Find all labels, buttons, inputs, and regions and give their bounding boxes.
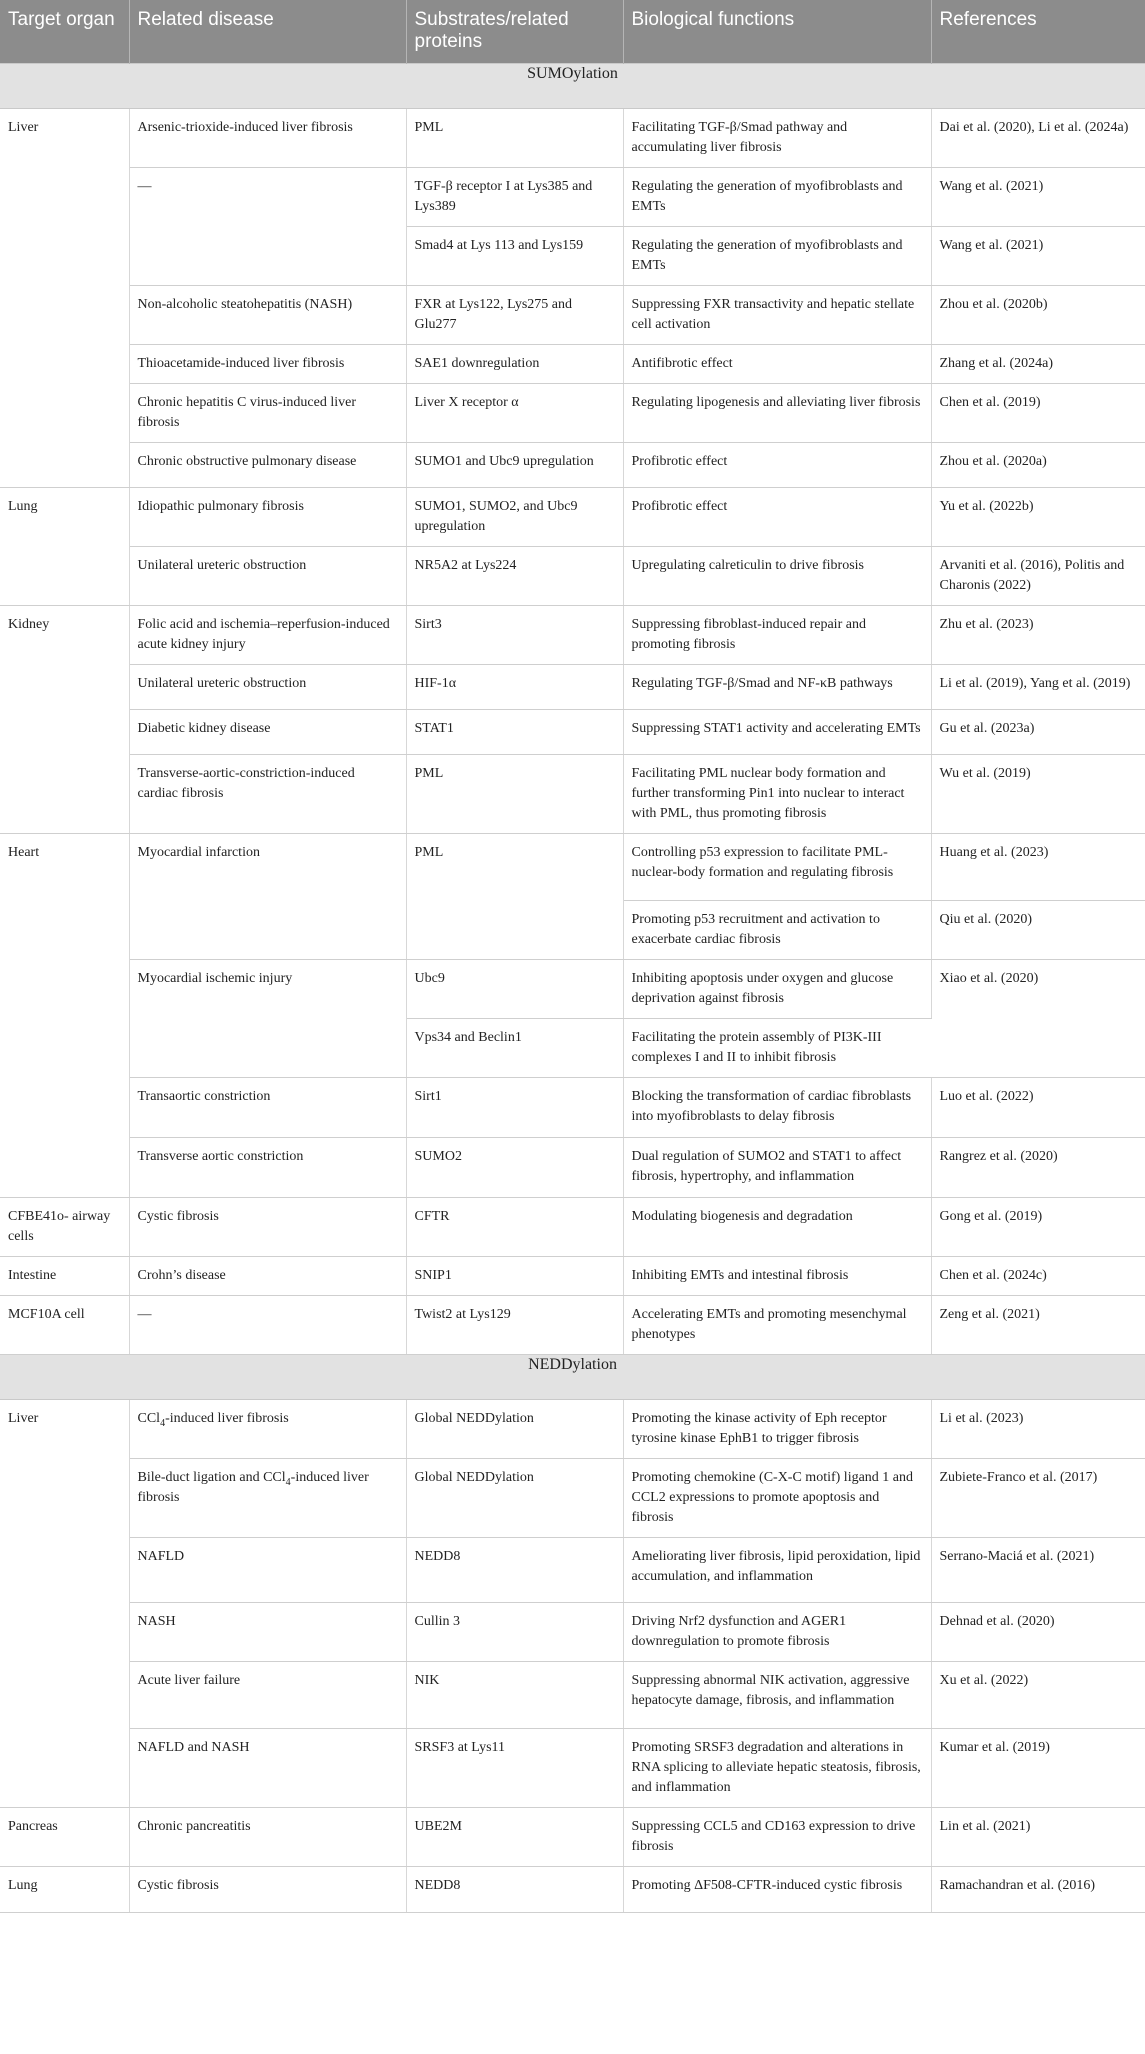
reference-cell: Zubiete-Franco et al. (2017) xyxy=(931,1459,1145,1538)
reference-cell: Ramachandran et al. (2016) xyxy=(931,1867,1145,1913)
function-cell: Facilitating PML nuclear body formation and further transforming Pin1 into nuclear to interact with PML, thus promoting fibrosis xyxy=(623,755,931,834)
table-row xyxy=(0,488,1145,547)
disease-cell: — xyxy=(129,1296,406,1355)
organ-cell: Liver xyxy=(0,109,129,488)
disease-cell: Chronic hepatitis C virus-induced liver fibrosis xyxy=(129,384,406,443)
header-target-organ: Target organ xyxy=(0,0,129,64)
reference-cell: Zeng et al. (2021) xyxy=(931,1296,1145,1355)
substrate-cell: STAT1 xyxy=(406,710,623,755)
function-cell: Dual regulation of SUMO2 and STAT1 to affect fibrosis, hypertrophy, and inflammation xyxy=(623,1138,931,1198)
table-row xyxy=(0,345,1145,384)
organ-cell: Lung xyxy=(0,1867,129,1913)
disease-cell: Unilateral ureteric obstruction xyxy=(129,547,406,606)
substrate-cell: PML xyxy=(406,109,623,168)
disease-cell: Transaortic constriction xyxy=(129,1078,406,1138)
table-row xyxy=(0,286,1145,345)
disease-cell: Transverse-aortic-constriction-induced cardiac fibrosis xyxy=(129,755,406,834)
disease-cell: Folic acid and ischemia–reperfusion-induced acute kidney injury xyxy=(129,606,406,665)
reference-cell: Li et al. (2023) xyxy=(931,1400,1145,1459)
substrate-cell: NEDD8 xyxy=(406,1867,623,1913)
substrate-cell: Sirt1 xyxy=(406,1078,623,1138)
reference-cell: Gong et al. (2019) xyxy=(931,1198,1145,1257)
function-cell: Facilitating TGF-β/Smad pathway and accumulating liver fibrosis xyxy=(623,109,931,168)
disease-cell: NAFLD xyxy=(129,1538,406,1603)
function-cell: Ameliorating liver fibrosis, lipid peroxidation, lipid accumulation, and inflammation xyxy=(623,1538,931,1603)
reference-cell: Li et al. (2019), Yang et al. (2019) xyxy=(931,665,1145,710)
function-cell: Promoting SRSF3 degradation and alterations in RNA splicing to alleviate hepatic steatosis, fibrosis, and inflammation xyxy=(623,1729,931,1808)
disease-text-post: -induced liver fibrosis xyxy=(137,1470,369,1505)
reference-cell: Wu et al. (2019) xyxy=(931,755,1145,834)
table-row xyxy=(0,710,1145,755)
table-row xyxy=(0,1459,1145,1538)
table-header xyxy=(0,0,1145,64)
function-cell: Promoting chemokine (C-X-C motif) ligand 1 and CCL2 expressions to promote apoptosis and fibrosis xyxy=(623,1459,931,1538)
substrate-cell: SAE1 downregulation xyxy=(406,345,623,384)
disease-cell xyxy=(129,1400,406,1459)
disease-text-pre: Bile-duct ligation and CCl xyxy=(137,1470,286,1485)
table-row xyxy=(0,1729,1145,1808)
reference-cell: Zhang et al. (2024a) xyxy=(931,345,1145,384)
disease-cell: NAFLD and NASH xyxy=(129,1729,406,1808)
substrate-cell: SNIP1 xyxy=(406,1257,623,1296)
reference-cell: Chen et al. (2019) xyxy=(931,384,1145,443)
table-row xyxy=(0,1078,1145,1138)
function-cell: Promoting p53 recruitment and activation to exacerbate cardiac fibrosis xyxy=(623,901,931,960)
table-row xyxy=(0,960,1145,1019)
substrate-cell: CFTR xyxy=(406,1198,623,1257)
function-cell: Suppressing fibroblast-induced repair and promoting fibrosis xyxy=(623,606,931,665)
reference-cell: Xu et al. (2022) xyxy=(931,1662,1145,1729)
organ-cell: CFBE41o- airway cells xyxy=(0,1198,129,1257)
substrate-cell: SUMO1 and Ubc9 upregulation xyxy=(406,443,623,488)
header-biological-functions: Biological functions xyxy=(623,0,931,64)
function-cell: Profibrotic effect xyxy=(623,443,931,488)
organ-cell: MCF10A cell xyxy=(0,1296,129,1355)
organ-cell: Liver xyxy=(0,1400,129,1808)
table-row xyxy=(0,1867,1145,1913)
function-cell: Suppressing STAT1 activity and accelerating EMTs xyxy=(623,710,931,755)
disease-cell: Chronic obstructive pulmonary disease xyxy=(129,443,406,488)
table-row xyxy=(0,1808,1145,1867)
reference-cell: Dehnad et al. (2020) xyxy=(931,1603,1145,1662)
table-row xyxy=(0,606,1145,665)
reference-cell: Serrano-Maciá et al. (2021) xyxy=(931,1538,1145,1603)
substrate-cell: Sirt3 xyxy=(406,606,623,665)
substrate-cell: NEDD8 xyxy=(406,1538,623,1603)
reference-cell: Chen et al. (2024c) xyxy=(931,1257,1145,1296)
table-row xyxy=(0,834,1145,901)
reference-cell: Xiao et al. (2020) xyxy=(931,960,1145,1078)
substrate-cell: Liver X receptor α xyxy=(406,384,623,443)
reference-cell: Rangrez et al. (2020) xyxy=(931,1138,1145,1198)
function-cell: Regulating the generation of myofibroblasts and EMTs xyxy=(623,227,931,286)
function-cell: Suppressing abnormal NIK activation, aggressive hepatocyte damage, fibrosis, and inflammation xyxy=(623,1662,931,1729)
disease-cell: Myocardial infarction xyxy=(129,834,406,960)
disease-text-pre: CCl xyxy=(137,1411,161,1426)
reference-cell: Zhou et al. (2020a) xyxy=(931,443,1145,488)
table-row xyxy=(0,1603,1145,1662)
function-cell: Controlling p53 expression to facilitate PML-nuclear-body formation and regulating fibrosis xyxy=(623,834,931,901)
table-row xyxy=(0,1296,1145,1355)
function-cell: Regulating TGF-β/Smad and NF-κB pathways xyxy=(623,665,931,710)
disease-cell: — xyxy=(129,168,406,286)
function-cell: Suppressing FXR transactivity and hepatic stellate cell activation xyxy=(623,286,931,345)
function-cell: Suppressing CCL5 and CD163 expression to drive fibrosis xyxy=(623,1808,931,1867)
substrate-cell: Vps34 and Beclin1 xyxy=(406,1019,623,1078)
section-row xyxy=(0,1355,1145,1400)
disease-cell: NASH xyxy=(129,1603,406,1662)
reference-cell: Kumar et al. (2019) xyxy=(931,1729,1145,1808)
reference-cell: Zhu et al. (2023) xyxy=(931,606,1145,665)
section-title: SUMOylation xyxy=(0,64,1145,109)
function-cell: Inhibiting EMTs and intestinal fibrosis xyxy=(623,1257,931,1296)
reference-cell: Yu et al. (2022b) xyxy=(931,488,1145,547)
function-cell: Upregulating calreticulin to drive fibrosis xyxy=(623,547,931,606)
function-cell: Regulating the generation of myofibroblasts and EMTs xyxy=(623,168,931,227)
disease-cell: Unilateral ureteric obstruction xyxy=(129,665,406,710)
organ-cell: Intestine xyxy=(0,1257,129,1296)
disease-cell: Cystic fibrosis xyxy=(129,1867,406,1913)
disease-cell: Non-alcoholic steatohepatitis (NASH) xyxy=(129,286,406,345)
function-cell: Accelerating EMTs and promoting mesenchymal phenotypes xyxy=(623,1296,931,1355)
substrate-cell: PML xyxy=(406,755,623,834)
substrate-cell: SUMO2 xyxy=(406,1138,623,1198)
subscript: 4 xyxy=(285,1476,291,1488)
table-row xyxy=(0,109,1145,168)
function-cell: Driving Nrf2 dysfunction and AGER1 downregulation to promote fibrosis xyxy=(623,1603,931,1662)
header-substrates: Substrates/related proteins xyxy=(406,0,623,64)
disease-cell: Idiopathic pulmonary fibrosis xyxy=(129,488,406,547)
subscript: 4 xyxy=(160,1417,166,1429)
substrate-cell: Ubc9 xyxy=(406,960,623,1019)
reference-cell: Lin et al. (2021) xyxy=(931,1808,1145,1867)
disease-text-post: -induced liver fibrosis xyxy=(165,1411,289,1426)
substrate-cell: UBE2M xyxy=(406,1808,623,1867)
function-cell: Promoting the kinase activity of Eph receptor tyrosine kinase EphB1 to trigger fibrosis xyxy=(623,1400,931,1459)
table-row xyxy=(0,384,1145,443)
disease-cell xyxy=(129,1459,406,1538)
disease-cell: Acute liver failure xyxy=(129,1662,406,1729)
function-cell: Facilitating the protein assembly of PI3K-III complexes I and II to inhibit fibrosis xyxy=(623,1019,931,1078)
function-cell: Regulating lipogenesis and alleviating liver fibrosis xyxy=(623,384,931,443)
table-row xyxy=(0,168,1145,227)
table-row xyxy=(0,443,1145,488)
organ-cell: Lung xyxy=(0,488,129,606)
disease-cell: Transverse aortic constriction xyxy=(129,1138,406,1198)
reference-cell: Dai et al. (2020), Li et al. (2024a) xyxy=(931,109,1145,168)
disease-cell: Thioacetamide-induced liver fibrosis xyxy=(129,345,406,384)
reference-cell: Qiu et al. (2020) xyxy=(931,901,1145,960)
substrate-cell: HIF-1α xyxy=(406,665,623,710)
reference-cell: Luo et al. (2022) xyxy=(931,1078,1145,1138)
reference-cell: Wang et al. (2021) xyxy=(931,227,1145,286)
disease-cell: Crohn’s disease xyxy=(129,1257,406,1296)
function-cell: Promoting ΔF508-CFTR-induced cystic fibrosis xyxy=(623,1867,931,1913)
substrate-cell: Twist2 at Lys129 xyxy=(406,1296,623,1355)
substrate-cell: PML xyxy=(406,834,623,960)
function-cell: Inhibiting apoptosis under oxygen and glucose deprivation against fibrosis xyxy=(623,960,931,1019)
section-title: NEDDylation xyxy=(0,1355,1145,1400)
substrate-cell: Cullin 3 xyxy=(406,1603,623,1662)
disease-cell: Chronic pancreatitis xyxy=(129,1808,406,1867)
reference-cell: Arvaniti et al. (2016), Politis and Charonis (2022) xyxy=(931,547,1145,606)
disease-cell: Myocardial ischemic injury xyxy=(129,960,406,1078)
reference-cell: Huang et al. (2023) xyxy=(931,834,1145,901)
function-cell: Modulating biogenesis and degradation xyxy=(623,1198,931,1257)
disease-cell: Arsenic-trioxide-induced liver fibrosis xyxy=(129,109,406,168)
reference-cell: Zhou et al. (2020b) xyxy=(931,286,1145,345)
substrate-cell: Smad4 at Lys 113 and Lys159 xyxy=(406,227,623,286)
table-row xyxy=(0,1138,1145,1198)
substrate-cell: TGF-β receptor I at Lys385 and Lys389 xyxy=(406,168,623,227)
disease-cell: Diabetic kidney disease xyxy=(129,710,406,755)
organ-cell: Heart xyxy=(0,834,129,1198)
reference-cell: Wang et al. (2021) xyxy=(931,168,1145,227)
substrate-cell: Global NEDDylation xyxy=(406,1400,623,1459)
table-row xyxy=(0,1257,1145,1296)
table-row xyxy=(0,547,1145,606)
substrate-cell: FXR at Lys122, Lys275 and Glu277 xyxy=(406,286,623,345)
table-row xyxy=(0,1538,1145,1603)
header-references: References xyxy=(931,0,1145,64)
substrate-cell: SRSF3 at Lys11 xyxy=(406,1729,623,1808)
table-row xyxy=(0,1662,1145,1729)
organ-cell: Kidney xyxy=(0,606,129,834)
disease-cell: Cystic fibrosis xyxy=(129,1198,406,1257)
substrate-cell: NIK xyxy=(406,1662,623,1729)
reference-cell: Gu et al. (2023a) xyxy=(931,710,1145,755)
function-cell: Blocking the transformation of cardiac fibroblasts into myofibroblasts to delay fibrosis xyxy=(623,1078,931,1138)
function-cell: Antifibrotic effect xyxy=(623,345,931,384)
table-row xyxy=(0,1400,1145,1459)
section-row xyxy=(0,64,1145,109)
header-related-disease: Related disease xyxy=(129,0,406,64)
organ-cell: Pancreas xyxy=(0,1808,129,1867)
function-cell: Profibrotic effect xyxy=(623,488,931,547)
substrate-cell: Global NEDDylation xyxy=(406,1459,623,1538)
substrate-cell: NR5A2 at Lys224 xyxy=(406,547,623,606)
table-row xyxy=(0,1198,1145,1257)
substrate-cell: SUMO1, SUMO2, and Ubc9 upregulation xyxy=(406,488,623,547)
table-row xyxy=(0,665,1145,710)
table-row xyxy=(0,755,1145,834)
